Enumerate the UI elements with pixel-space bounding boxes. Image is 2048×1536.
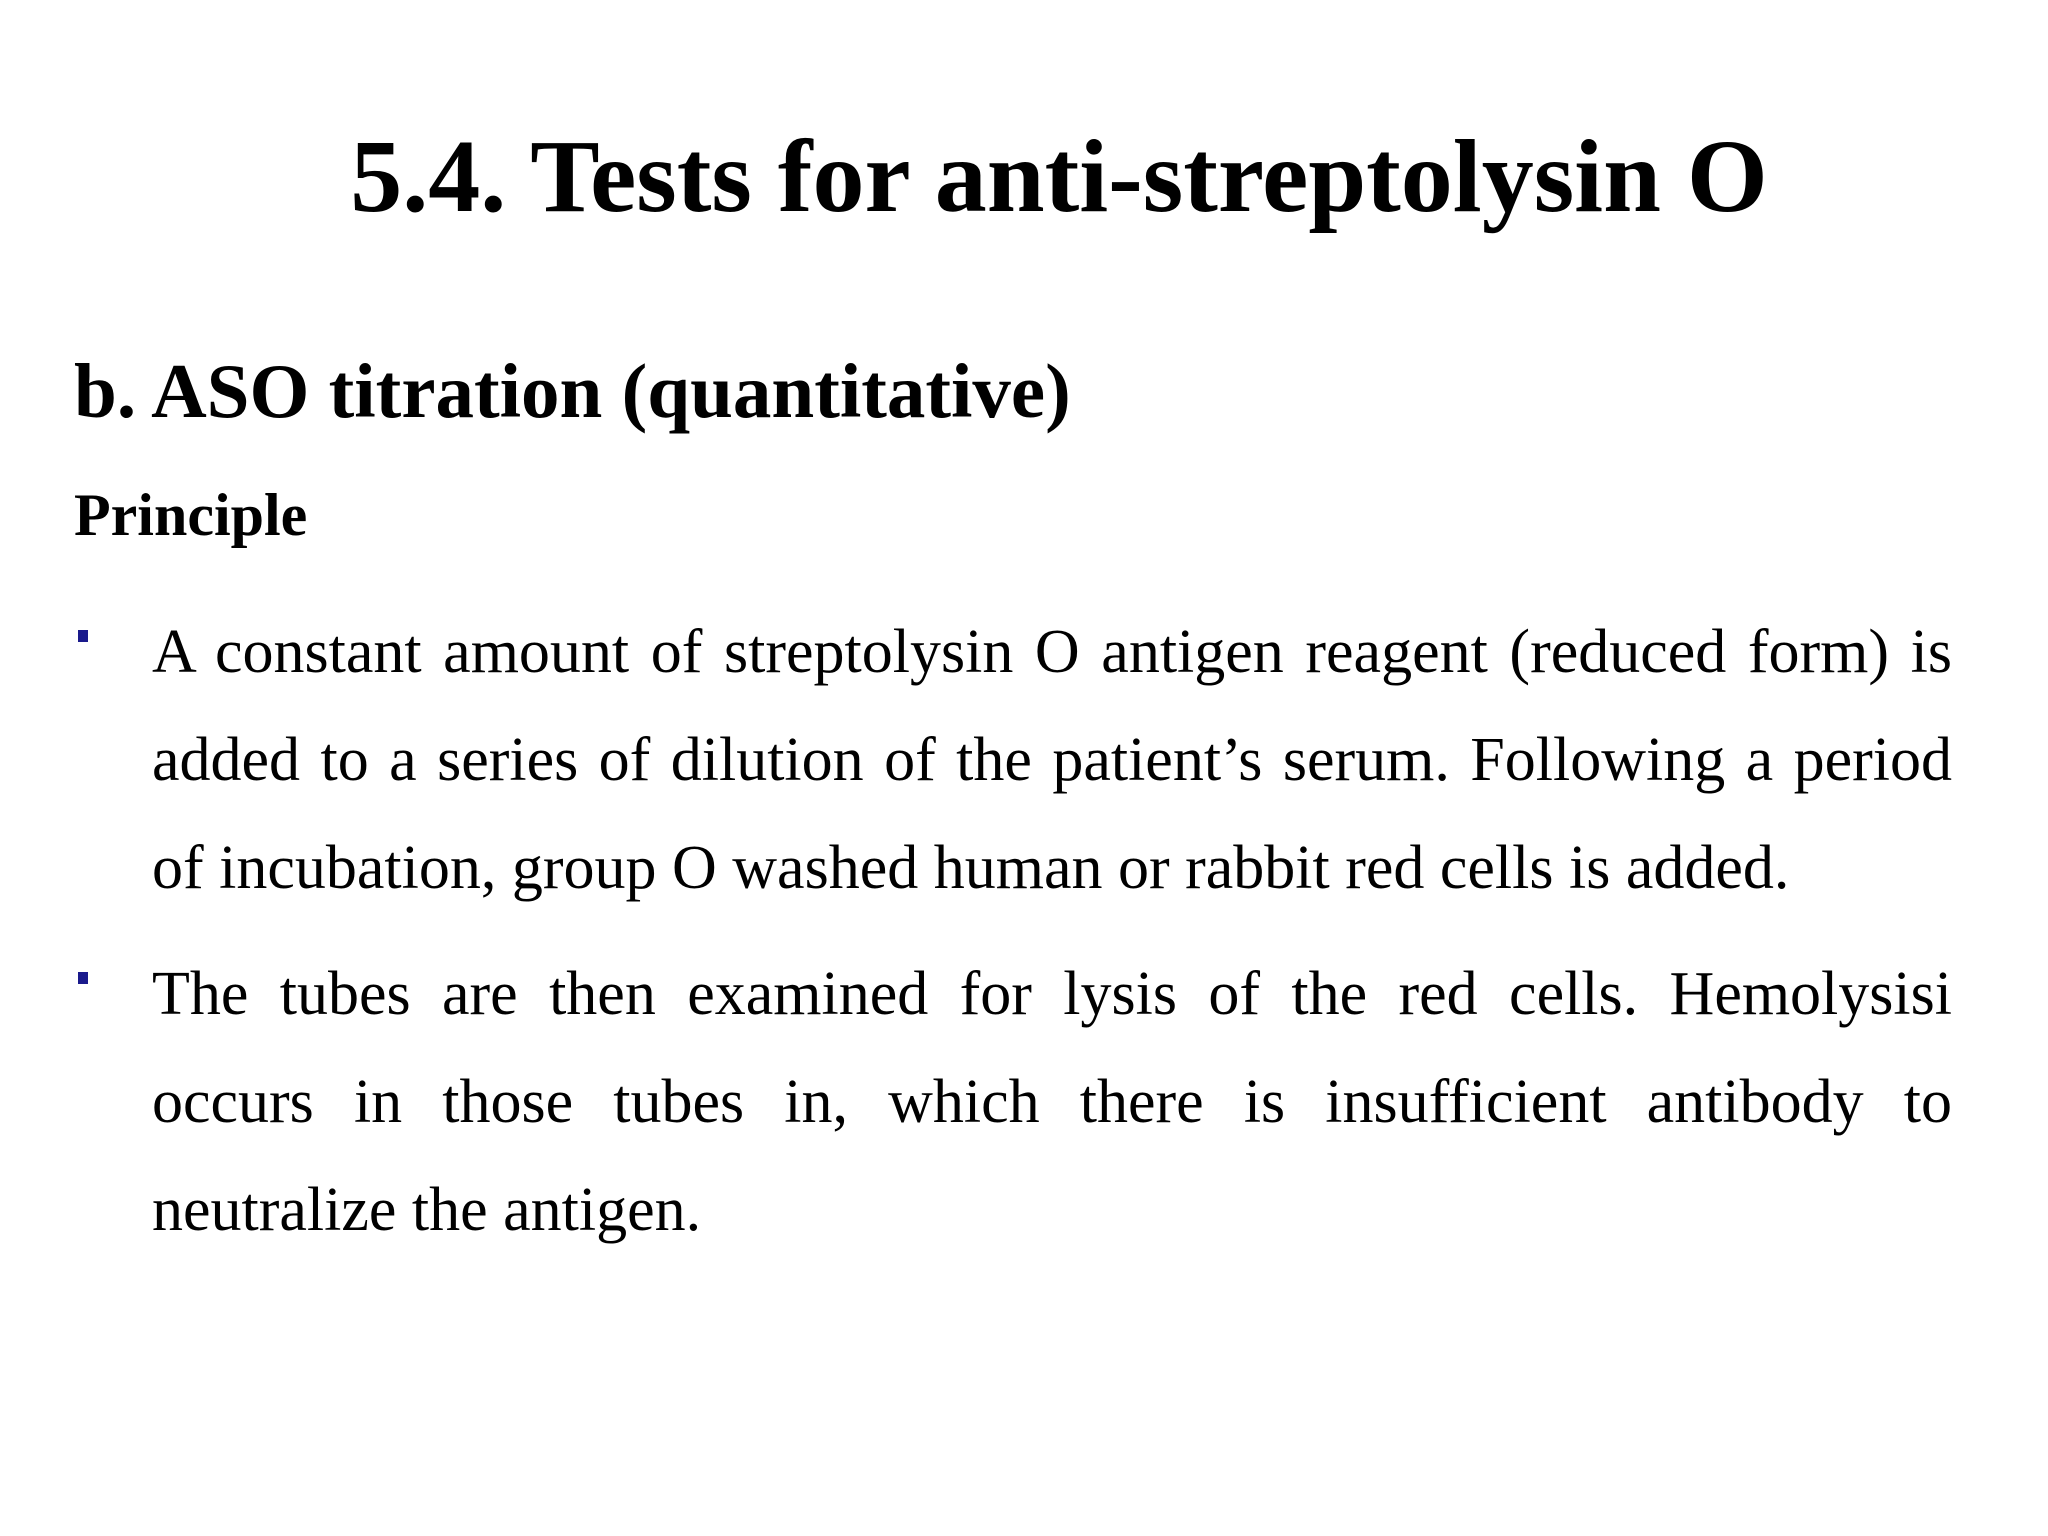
- square-bullet-icon: [78, 630, 88, 642]
- slide-subtitle: b. ASO titration (quantitative): [74, 348, 1071, 434]
- section-heading: Principle: [74, 482, 308, 548]
- bullet-text: The tubes are then examined for lysis of the red cells. Hemolysisi occurs in those tubes in, which there is insufficient antibody to neutralize the antigen.: [152, 960, 1952, 1244]
- slide-title: 5.4. Tests for anti-streptolysin O: [350, 119, 1768, 234]
- bullet-text: A constant amount of streptolysin O antigen reagent (reduced form) is added to a series of dilution of the patient’s serum. Following a period of incubation, group O washed human or rabbit red cells is added.: [152, 618, 1952, 902]
- square-bullet-icon: [78, 972, 88, 984]
- bullet-item: [74, 598, 1952, 922]
- bullet-list: [74, 598, 1952, 1282]
- bullet-item: [74, 940, 1952, 1264]
